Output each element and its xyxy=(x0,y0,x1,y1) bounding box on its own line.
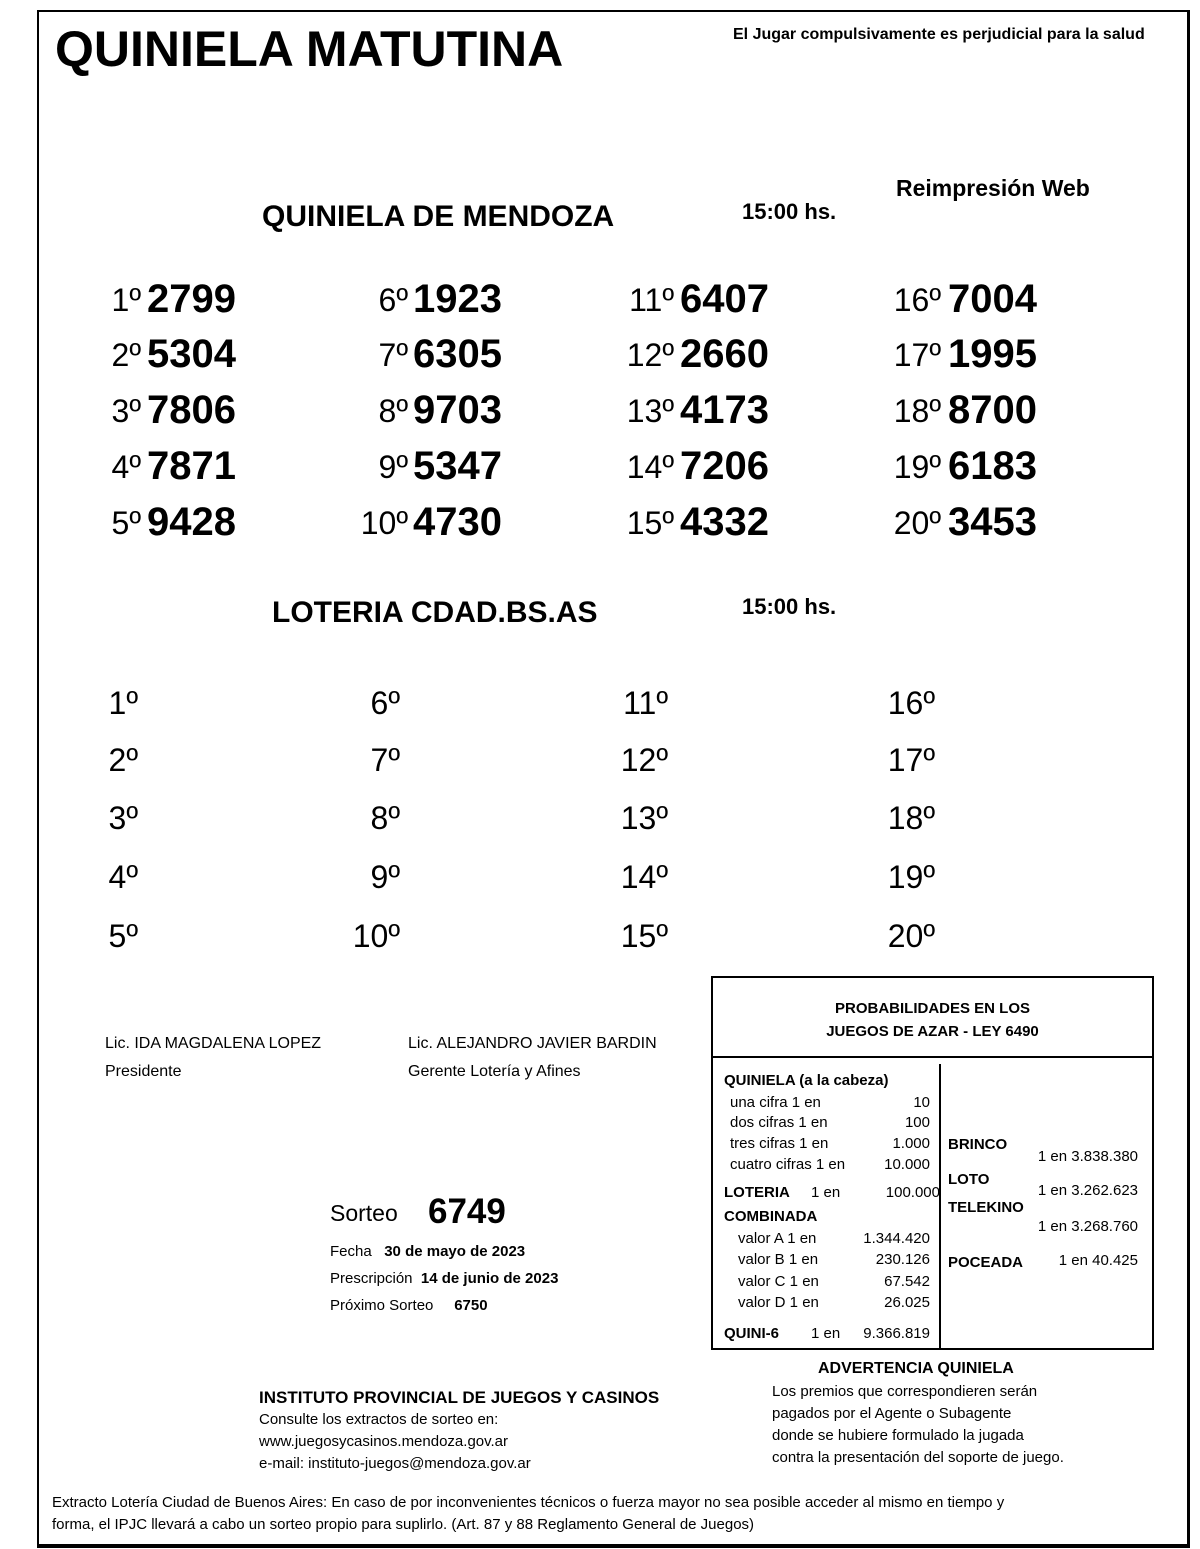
result-position: 16º xyxy=(893,282,941,318)
quiniela-label: QUINIELA (a la cabeza) xyxy=(724,1072,889,1089)
loteria-position: 17º xyxy=(887,742,935,778)
result-number: 9428 xyxy=(147,500,236,544)
quini6-value: 9.366.819 xyxy=(863,1325,930,1342)
probabilities-header xyxy=(713,978,1152,1058)
result-position: 12º xyxy=(626,337,674,373)
result-number: 1923 xyxy=(413,277,502,321)
institute-line: www.juegosycasinos.mendoza.gov.ar xyxy=(259,1433,509,1450)
result-position: 5º xyxy=(111,505,141,541)
quiniela-odds-value: 1.000 xyxy=(892,1135,930,1152)
quiniela-odds-value: 100 xyxy=(904,1114,930,1131)
loteria-position: 12º xyxy=(620,742,668,778)
result-position: 11º xyxy=(629,282,674,318)
loteria-position: 14º xyxy=(620,859,668,895)
page-title: QUINIELA MATUTINA xyxy=(55,21,564,77)
combinada-odds-value: 230.126 xyxy=(875,1251,930,1268)
result-position: 20º xyxy=(893,505,941,541)
loteria-position: 4º xyxy=(108,859,138,895)
result-position: 9º xyxy=(378,449,408,485)
result-number: 2799 xyxy=(147,277,236,321)
result-number: 9703 xyxy=(413,388,502,432)
loteria-position: 16º xyxy=(887,685,935,721)
result-number: 7004 xyxy=(948,277,1037,321)
combinada-odds-label: valor D 1 en xyxy=(738,1294,819,1311)
draw-number: 6749 xyxy=(428,1192,506,1231)
result-position: 7º xyxy=(378,337,408,373)
telekino-value: 1 en 3.268.760 xyxy=(1037,1218,1138,1235)
combinada-label: COMBINADA xyxy=(724,1208,818,1225)
prescription-label: Prescripción xyxy=(330,1270,413,1287)
quiniela-odds-label: cuatro cifras 1 en xyxy=(730,1156,846,1173)
result-number: 7806 xyxy=(147,388,236,432)
loteria-position: 9º xyxy=(370,859,400,895)
institute-line: Consulte los extractos de sorteo en: xyxy=(259,1411,499,1428)
result-number: 6407 xyxy=(680,277,769,321)
mendoza-time: 15:00 hs. xyxy=(742,199,837,224)
result-position: 13º xyxy=(626,393,674,429)
combinada-odds-label: valor B 1 en xyxy=(738,1251,819,1268)
mendoza-title: QUINIELA DE MENDOZA xyxy=(262,200,615,233)
result-position: 3º xyxy=(111,393,141,429)
poceada-label: POCEADA xyxy=(948,1254,1024,1271)
signature-role: Gerente Lotería y Afines xyxy=(408,1063,581,1080)
loteria-position: 7º xyxy=(370,742,400,778)
result-position: 1º xyxy=(111,282,141,318)
result-number: 8700 xyxy=(948,388,1037,432)
result-position: 14º xyxy=(626,449,674,485)
loteria-prob-value: 100.000 xyxy=(885,1184,940,1201)
loteria-position: 20º xyxy=(887,918,935,954)
quini6-en: 1 en xyxy=(811,1325,841,1342)
result-number: 7871 xyxy=(147,444,236,488)
institute-name: INSTITUTO PROVINCIAL DE JUEGOS Y CASINOS xyxy=(259,1388,660,1407)
advertencia-line: pagados por el Agente o Subagente xyxy=(772,1405,1012,1422)
draw-label: Sorteo xyxy=(330,1200,398,1226)
next-value: 6750 xyxy=(454,1297,488,1314)
loteria-position: 6º xyxy=(370,685,400,721)
loteria-position: 8º xyxy=(370,800,400,836)
quini6-label: QUINI-6 xyxy=(724,1325,780,1342)
reprint-label: Reimpresión Web xyxy=(896,175,1090,201)
result-position: 2º xyxy=(111,337,141,373)
result-position: 15º xyxy=(626,505,674,541)
result-number: 2660 xyxy=(680,332,769,376)
result-position: 6º xyxy=(378,282,408,318)
prob-title: JUEGOS DE AZAR - LEY 6490 xyxy=(826,1023,1039,1040)
result-position: 4º xyxy=(111,449,141,485)
signature-name: Lic. IDA MAGDALENA LOPEZ xyxy=(105,1035,322,1052)
loteria-prob-label: LOTERIA xyxy=(724,1184,790,1201)
loteria-prob-en: 1 en xyxy=(811,1184,841,1201)
combinada-odds-value: 26.025 xyxy=(884,1294,930,1311)
combinada-odds-label: valor A 1 en xyxy=(738,1230,817,1247)
date-value: 30 de mayo de 2023 xyxy=(384,1243,526,1260)
quiniela-odds-label: tres cifras 1 en xyxy=(730,1135,829,1152)
next-label: Próximo Sorteo xyxy=(330,1297,434,1314)
institute-line: e-mail: instituto-juegos@mendoza.gov.ar xyxy=(259,1455,531,1472)
result-position: 10º xyxy=(360,505,408,541)
telekino-label: TELEKINO xyxy=(948,1199,1024,1216)
combinada-odds-value: 67.542 xyxy=(884,1273,930,1290)
advertencia-line: Los premios que correspondieren serán xyxy=(772,1383,1038,1400)
combinada-odds-label: valor C 1 en xyxy=(738,1273,819,1290)
loteria-position: 19º xyxy=(887,859,935,895)
result-number: 5304 xyxy=(147,332,236,376)
result-number: 4730 xyxy=(413,500,502,544)
combinada-odds-value: 1.344.420 xyxy=(863,1230,930,1247)
loteria-position: 13º xyxy=(620,800,668,836)
result-number: 5347 xyxy=(413,444,502,488)
prescription xyxy=(330,1270,558,1287)
quiniela-odds-value: 10.000 xyxy=(884,1156,930,1173)
loteria-position: 10º xyxy=(352,918,400,954)
health-warning: El Jugar compulsivamente es perjudicial para la salud xyxy=(733,26,1145,43)
next-draw xyxy=(330,1297,488,1314)
divider xyxy=(939,1064,941,1348)
result-number: 4332 xyxy=(680,500,769,544)
loteria-position: 18º xyxy=(887,800,935,836)
signature-role: Presidente xyxy=(105,1063,182,1080)
footer-line: forma, el IPJC llevará a cabo un sorteo propio para suplirlo. (Art. 87 y 88 Reglamento General de Juegos) xyxy=(52,1516,755,1533)
date-label: Fecha xyxy=(330,1243,372,1260)
poceada-value: 1 en 40.425 xyxy=(1058,1252,1138,1269)
loteria-position: 2º xyxy=(108,742,138,778)
result-number: 7206 xyxy=(680,444,769,488)
result-position: 18º xyxy=(893,393,941,429)
signature-name: Lic. ALEJANDRO JAVIER BARDIN xyxy=(408,1035,657,1052)
quiniela-odds-label: una cifra 1 en xyxy=(730,1094,821,1111)
advertencia-line: donde se hubiere formulado la jugada xyxy=(772,1427,1024,1444)
result-number: 4173 xyxy=(680,388,769,432)
result-position: 8º xyxy=(378,393,408,429)
prob-title: PROBABILIDADES EN LOS xyxy=(834,1000,1030,1017)
result-position: 17º xyxy=(893,337,941,373)
prescription-value: 14 de junio de 2023 xyxy=(420,1270,559,1287)
loto-label: LOTO xyxy=(948,1171,990,1188)
loteria-time: 15:00 hs. xyxy=(742,594,837,619)
brinco-value: 1 en 3.838.380 xyxy=(1037,1148,1138,1165)
result-number: 6305 xyxy=(413,332,502,376)
result-number: 3453 xyxy=(948,500,1037,544)
result-number: 6183 xyxy=(948,444,1037,488)
loteria-position: 3º xyxy=(108,800,138,836)
loto-value: 1 en 3.262.623 xyxy=(1037,1182,1138,1199)
footer-line: Extracto Lotería Ciudad de Buenos Aires: En caso de por inconvenientes técnicos o fuerza mayor no sea posible acceder al mismo en tiempo y xyxy=(52,1494,1005,1511)
loteria-position: 11º xyxy=(623,685,668,721)
loteria-position: 1º xyxy=(108,685,138,721)
loteria-position: 5º xyxy=(108,918,138,954)
advertencia-title: ADVERTENCIA QUINIELA xyxy=(818,1360,1014,1377)
brinco-label: BRINCO xyxy=(948,1136,1008,1153)
loteria-title: LOTERIA CDAD.BS.AS xyxy=(272,596,598,629)
quiniela-odds-label: dos cifras 1 en xyxy=(730,1114,828,1131)
draw-date xyxy=(330,1243,525,1260)
result-number: 1995 xyxy=(948,332,1037,376)
result-position: 19º xyxy=(893,449,941,485)
quiniela-odds-value: 10 xyxy=(913,1094,930,1111)
loteria-position: 15º xyxy=(620,918,668,954)
probabilities-box xyxy=(711,976,1154,1350)
advertencia-line: contra la presentación del soporte de juego. xyxy=(772,1449,1064,1466)
